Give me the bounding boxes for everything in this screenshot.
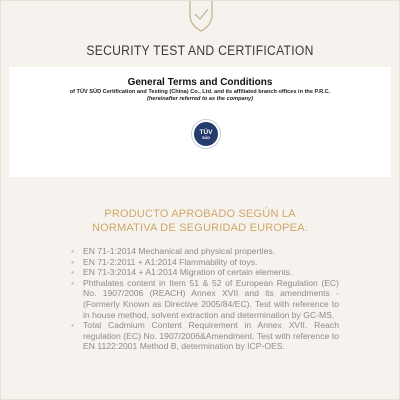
bullet-dot-icon: • <box>71 246 75 256</box>
list-item-text: EN 71-1:2014 Mechanical and physical properties. <box>83 246 276 256</box>
tuv-logo-text: TÜV <box>199 128 213 136</box>
list-item-text: Total Cadmium Content Requirement in Annex XVII. Reach regulation (EC) No. 1907/2006&Amendment. Test with reference to EN 1122:2001 Method B, determination by ICP-OES. <box>83 320 339 352</box>
bullet-dot-icon: • <box>71 320 75 331</box>
list-item-text: EN 71-2:2011 + A1:2014 Flammability of toys. <box>83 256 258 267</box>
list-item <box>71 257 339 268</box>
list-item <box>71 246 339 257</box>
tuv-logo-inner <box>194 122 218 146</box>
shield-check-icon <box>181 1 221 33</box>
standards-list <box>71 246 339 352</box>
list-item-text: Phthalates content in Item 51 & 52 of European Regulation (EC) No. 1907/2006 (REACH) Annex XVII and its amendments - (Formerly Known as Directive 2005/84/EC). Test with reference to in house method, solvent extraction and determination by GC-MS. <box>83 277 339 320</box>
approved-statement <box>1 207 399 235</box>
bullet-dot-icon: • <box>71 256 75 267</box>
list-item-text: EN 71-3:2014 + A1:2014 Migration of certain elements. <box>83 267 293 278</box>
list-item <box>71 278 339 320</box>
terms-document-image <box>9 67 391 177</box>
page-title: SECURITY TEST AND CERTIFICATION <box>86 43 314 58</box>
approved-line-2: NORMATIVA DE SEGURIDAD EUROPEA. <box>91 222 309 234</box>
approved-line-1: PRODUCTO APROBADO SEGÚN LA <box>104 208 296 220</box>
document-line-reference: (hereinafter referred to as the company) <box>147 96 253 102</box>
tuv-sud-logo <box>191 119 221 149</box>
bullet-dot-icon: • <box>71 267 75 278</box>
document-line-company: of TÜV SÜD Certification and Testing (China) Co., Ltd. and its affiliated branch offices in the P.R.C. <box>69 89 331 95</box>
bullet-dot-icon: • <box>71 277 75 288</box>
document-heading: General Terms and Conditions <box>127 77 273 88</box>
list-item <box>71 267 339 278</box>
tuv-logo-subtext: SÜD <box>201 135 211 140</box>
list-item <box>71 320 339 352</box>
